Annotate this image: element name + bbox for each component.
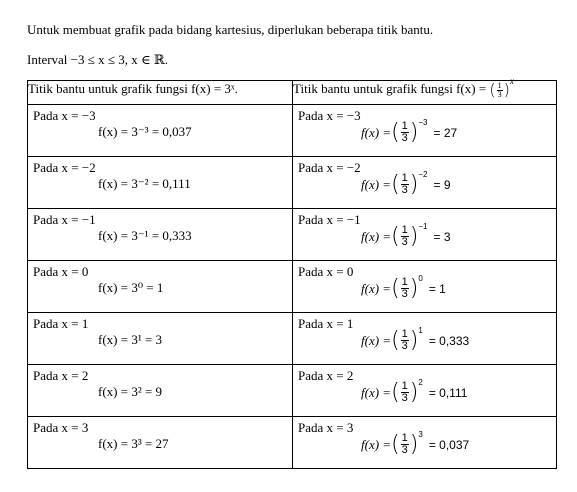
right-cell [293, 209, 557, 261]
header-right [293, 75, 557, 105]
left-cell [28, 105, 293, 157]
table-row [28, 209, 557, 261]
right-result: = 9 [433, 177, 451, 192]
right-fx: f(x) = [361, 436, 392, 452]
right-result: = 3 [433, 229, 451, 244]
left-equation: f(x) = 3³ = 27 [98, 436, 169, 451]
exponent: −1 [418, 222, 428, 231]
fraction [401, 121, 409, 144]
header-frac-exp: x [509, 75, 514, 86]
right-fx: f(x) = [361, 280, 392, 296]
right-result: = 0,333 [428, 333, 470, 348]
fraction-num: 1 [401, 276, 408, 288]
fraction-den: 3 [401, 340, 408, 352]
exponent: 1 [418, 326, 423, 335]
table-row [28, 261, 557, 313]
right-paren: ) [409, 327, 419, 353]
interval-text [27, 52, 168, 68]
row-label-right: Pada x = 3 [298, 420, 354, 435]
table-row [28, 105, 557, 157]
right-equation [361, 222, 451, 249]
fraction [401, 433, 409, 456]
left-paren: ( [391, 327, 400, 353]
fraction-den: 3 [401, 184, 408, 196]
fraction [401, 173, 409, 196]
left-cell [28, 261, 293, 313]
fraction-den: 3 [401, 444, 408, 456]
left-paren: ( [391, 119, 400, 145]
row-label-right: Pada x = 0 [298, 264, 354, 279]
left-equation: f(x) = 3⁻³ = 0,037 [98, 124, 192, 139]
left-equation: f(x) = 3⁻¹ = 0,333 [98, 228, 192, 243]
right-paren: ) [409, 431, 419, 457]
header-frac-den: 3 [497, 89, 502, 99]
table-row [28, 157, 557, 209]
right-fx: f(x) = [361, 228, 392, 244]
right-result: = 1 [428, 281, 446, 296]
header-right-fraction: ( $\frac{1}{3}$ ) x [489, 75, 514, 100]
right-result: = 0,111 [428, 385, 468, 400]
fraction-num: 1 [401, 224, 408, 236]
interval-prefix: Interval [27, 52, 68, 67]
right-equation [361, 118, 458, 145]
left-paren: ( [391, 431, 400, 457]
left-cell [28, 157, 293, 209]
fraction-num: 1 [401, 328, 408, 340]
right-paren: ) [409, 171, 419, 197]
left-equation: f(x) = 3¹ = 3 [98, 332, 163, 347]
left-paren: ( [391, 171, 400, 197]
row-label-right: Pada x = −3 [298, 108, 361, 123]
table-header-row [28, 81, 557, 105]
fraction-den: 3 [401, 236, 408, 248]
table-row [28, 417, 557, 469]
header-right-text: Titik bantu untuk grafik fungsi f(x) = [293, 81, 487, 96]
right-cell [293, 157, 557, 209]
row-label: Pada x = −1 [33, 212, 96, 227]
interval-condition: −3 ≤ x ≤ 3, x ∈ ℝ. [70, 52, 168, 67]
header-left-text: Titik bantu untuk grafik fungsi f(x) = 3ˣ. [28, 81, 238, 96]
fraction [401, 225, 409, 248]
left-equation: f(x) = 3⁰ = 1 [98, 280, 164, 295]
right-cell [293, 365, 557, 417]
left-equation: f(x) = 3² = 9 [98, 384, 163, 399]
points-table [27, 75, 557, 469]
right-result: = 0,037 [428, 437, 470, 452]
right-cell [293, 313, 557, 365]
right-result: = 27 [433, 125, 458, 140]
row-label: Pada x = −3 [33, 108, 96, 123]
fraction-den: 3 [401, 392, 408, 404]
left-equation: f(x) = 3⁻² = 0,111 [98, 176, 191, 191]
left-paren: ( [391, 275, 400, 301]
exponent: −2 [418, 170, 428, 179]
fraction [401, 329, 409, 352]
fraction-num: 1 [401, 380, 408, 392]
row-label-right: Pada x = 2 [298, 368, 354, 383]
row-label: Pada x = 0 [33, 264, 89, 279]
left-cell [28, 365, 293, 417]
table-row [28, 365, 557, 417]
exponent: 3 [418, 430, 423, 439]
right-fx: f(x) = [361, 176, 392, 192]
fraction-num: 1 [401, 120, 408, 132]
left-cell [28, 209, 293, 261]
fraction [401, 381, 409, 404]
right-fx: f(x) = [361, 332, 392, 348]
right-cell [293, 105, 557, 157]
right-equation [361, 170, 451, 197]
row-label: Pada x = 1 [33, 316, 89, 331]
right-paren: ) [409, 379, 419, 405]
row-label-right: Pada x = −2 [298, 160, 361, 175]
row-label-right: Pada x = −1 [298, 212, 361, 227]
fraction-den: 3 [401, 288, 408, 300]
header-frac-num: 1 [497, 80, 502, 90]
exponent: 2 [418, 378, 423, 387]
fraction [401, 277, 409, 300]
left-cell [28, 313, 293, 365]
fraction-num: 1 [401, 172, 408, 184]
left-cell [28, 417, 293, 469]
right-paren: ) [409, 119, 419, 145]
row-label: Pada x = −2 [33, 160, 96, 175]
exponent: −3 [418, 118, 428, 127]
right-fx: f(x) = [361, 124, 392, 140]
header-left [28, 81, 293, 105]
right-equation [361, 274, 446, 301]
row-label: Pada x = 2 [33, 368, 89, 383]
right-paren: ) [409, 275, 419, 301]
right-paren: ) [409, 223, 419, 249]
fraction-num: 1 [401, 432, 408, 444]
right-equation [361, 430, 470, 457]
intro-text: Untuk membuat grafik pada bidang kartesius, diperlukan beberapa titik bantu. [27, 22, 434, 37]
left-paren: ( [391, 223, 400, 249]
row-label: Pada x = 3 [33, 420, 89, 435]
table-row [28, 313, 557, 365]
right-cell [293, 417, 557, 469]
right-equation [361, 378, 468, 405]
right-equation [361, 326, 470, 353]
left-paren: ( [391, 379, 400, 405]
fraction-den: 3 [401, 132, 408, 144]
exponent: 0 [418, 274, 423, 283]
row-label-right: Pada x = 1 [298, 316, 354, 331]
right-cell [293, 261, 557, 313]
right-fx: f(x) = [361, 384, 392, 400]
